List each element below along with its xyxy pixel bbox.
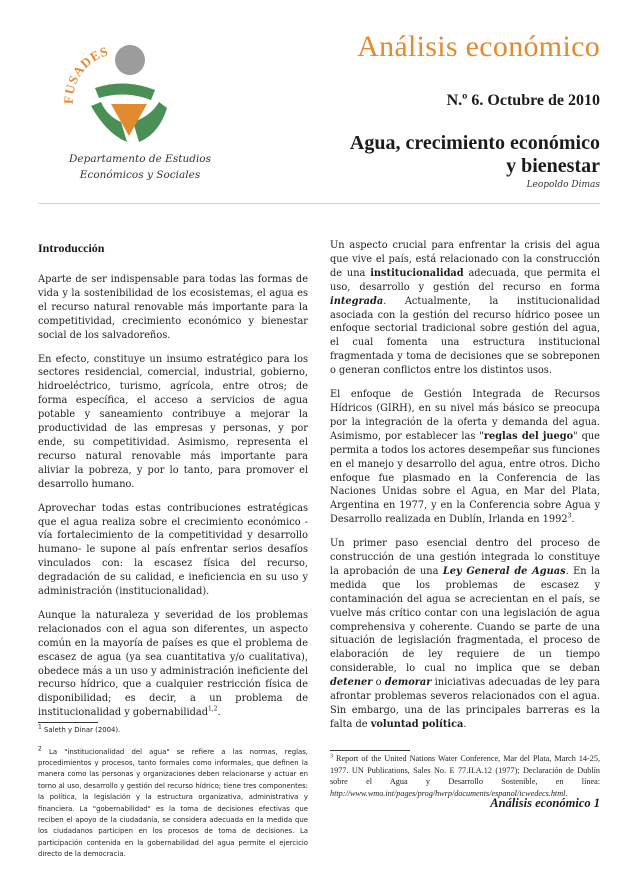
footnote-mark: 1 xyxy=(38,723,42,731)
author-name: Leopoldo Dimas xyxy=(526,180,600,190)
text: iniciativas adecuadas de ley para afrontar problemas severos relacionados con el agua. Sin embargo, una de las principales barreras es la falta de xyxy=(330,677,600,730)
text: adecuada, que permita el uso, desarrollo y gestión del recurso en forma xyxy=(330,267,600,293)
text: . xyxy=(463,718,467,730)
paragraph: Aprovechar todas estas contribuciones estratégicas que el agua realiza sobre el crecimiento económico -vía fortalecimiento de la competitividad y desarrollo humano- le supone al país enfrentar serios desafíos vinculados con: la escasez física del recurso, degradación de su calidad, e ineficiencia en su uso y administración (institucionalidad). xyxy=(38,502,308,598)
bold-text: institucionalidad xyxy=(370,267,464,279)
footnote-link[interactable]: http://www.wmo.int/pages/prog/hwrp/documents/espanol/icwedecs.html xyxy=(330,789,566,799)
bold-text: reglas del juego xyxy=(483,430,574,442)
paragraph: Aparte de ser indispensable para todas las formas de vida y la sostenibilidad de los ecosistemas, el agua es el recurso natural renovable más importante para la competitividad, crecimiento económico y bienestar social de los salvadoreños. xyxy=(38,274,308,341)
footnote-divider xyxy=(38,722,98,723)
logo-text: FUSADES xyxy=(60,43,111,105)
paragraph xyxy=(330,239,600,378)
paragraph-text: Aunque la naturaleza y severidad de los problemas relacionados con el agua son diferentes, un aspecto común en la mayoría de países es que el problema de escasez de agua (ya sea cuantitativa y/o cualitativa), obedece más a un uso y administración ineficiente del recurso hídrico, que a cualquier restricción física de disponibilidad; es decir, a un problema de institucionalidad y gobernabilidad xyxy=(38,609,308,719)
footnote-text: Saleth y Dinar (2004). xyxy=(44,726,121,735)
paragraph: En efecto, constituye un insumo estratégico para los sectores residencial, comercial, industrial, gobierno, hidroeléctrico, turismo, agrícola, entre otros; de forma específica, el acceso a servicios de agua potable y saneamiento contribuye a mejorar la productividad de las empresas y personas, y por ende, su competitividad. Asimismo, representa el recurso natural renovable más importante para aliviar la pobreza, y por lo tanto, para promover el desarrollo humano. xyxy=(38,353,308,490)
department-name xyxy=(40,151,240,183)
footnote-2 xyxy=(38,747,308,861)
paragraph xyxy=(330,388,600,527)
footnote-ref: 3 xyxy=(567,512,572,520)
article-title xyxy=(300,132,600,178)
text: . xyxy=(571,514,575,526)
text: o xyxy=(372,677,385,689)
text: . En la medida que los problemas de escasez y contaminación del agua se acrecientan en el país, se vuelve más crítico contar con una legislación de agua comprehensiva y coherente. Cuando se parte de una situación de legislación fragmentada, el proceso de elaboración de ley requiere de un tiempo considerable, lo cual no implica que se deban xyxy=(330,565,601,675)
fusades-logo xyxy=(55,38,195,148)
text: Un aspecto crucial para enfrentar la crisis del agua que vive el país, está relacionado con la construcción de una xyxy=(330,240,600,279)
footnote-mark: 3 xyxy=(330,753,333,760)
paragraph xyxy=(38,609,308,720)
footnote-text: La "institucionalidad del agua" se refiere a las normas, reglas, procedimientos y procesos, tanto formales como informales, que definen la manera como las personas y organizaciones deben relacionarse y actuar en torno al uso, desarrollo y gestión del recurso hídrico; tiene tres componentes: la política, la legislación y la estructura organizativa, administrativa y financiera. La "gobernabilidad" es la toma de decisiones efectivas que reciben el apoyo de la ciudadanía, se considera adecuada en la medida que los ciudadanos participen en los procesos de toma de decisiones. La participación contenida en la gobernabilidad del agua permite el ejercicio directo de la democracia. xyxy=(38,747,308,859)
issue-number: N.º 6. Octubre de 2010 xyxy=(446,92,600,109)
bold-text: voluntad política xyxy=(370,718,464,730)
bold-italic-text: Ley General de Aguas xyxy=(442,565,566,577)
footnote-3 xyxy=(330,753,600,800)
paragraph-end: . xyxy=(217,707,221,719)
fusades-emblem-icon xyxy=(55,38,195,148)
department-line-1: Departamento de Estudios xyxy=(68,153,212,165)
department-line-2: Económicos y Sociales xyxy=(79,169,201,181)
section-heading: Introducción xyxy=(38,241,105,255)
footnote-1 xyxy=(38,725,308,736)
article-title-line-1: Agua, crecimiento económico xyxy=(349,132,600,154)
publication-title: Análisis económico xyxy=(357,30,600,63)
page-footer: Análisis económico 1 xyxy=(490,796,600,810)
bold-italic-text: detener xyxy=(330,677,373,689)
text: . Actualmente, la institucionalidad asociada con la gestión del recurso hídrico posee un enfoque sectorial tradicional sobre gestión del agua, el cual fomenta una estructura institucional fragmentada y toma de decisiones que se sobreponen o generan conflictos entre los distintos usos. xyxy=(330,295,600,377)
bold-italic-text: demorar xyxy=(384,677,432,689)
header-divider xyxy=(38,203,600,204)
text: El enfoque de Gestión Integrada de Recursos Hídricos (GIRH), en su nivel más básico se preocupa por la integración de la oferta y demanda del agua. Asimismo, por establecer las " xyxy=(330,389,600,442)
bold-italic-text: integrada xyxy=(330,295,384,307)
footnote-ref: 1,2 xyxy=(208,706,218,714)
footnote-divider xyxy=(330,750,410,751)
footnote-mark: 2 xyxy=(38,745,42,753)
paragraph xyxy=(330,537,600,732)
article-title-line-2: y bienestar xyxy=(506,155,600,177)
text: " que permita a todos los actores desempeñar sus funciones en el manejo y desarrollo del agua, entre otros. Dicho enfoque fue plasmado en la Conferencia de las Naciones Unidas sobre el Agua, en Mar del Plata, Argentina en 1977, y en la Conferencia sobre Agua y Desarrollo realizada en Dublín, Irlanda en 1992 xyxy=(330,430,600,526)
footnote-text: . xyxy=(565,789,568,799)
left-column xyxy=(38,241,308,871)
footnote-text: Report of the United Nations Water Conference, Mar del Plata, March 14-25, 1977. UN Publications, Sales No. E 77.II.A.12 (1977); Declaración de Dublín sobre el Agua y Desarrollo Sostenible, en línea: xyxy=(330,753,600,787)
right-column xyxy=(330,239,600,810)
text: Un primer paso esencial dentro del proceso de construcción de una gestión integrada lo constituye la aprobación de una xyxy=(330,538,600,577)
